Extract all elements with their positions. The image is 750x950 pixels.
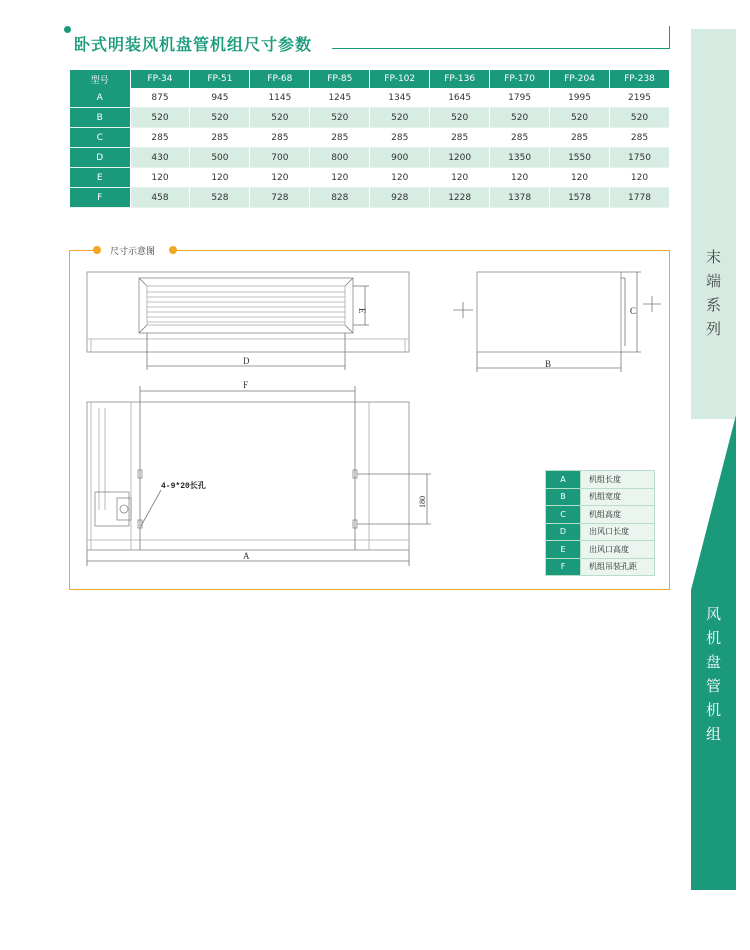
table-row <box>70 128 670 148</box>
table-cell: 285 <box>430 128 490 148</box>
table-row-label: D <box>70 148 130 168</box>
table-cell: 1345 <box>370 88 430 108</box>
side-tab-product-label <box>691 602 736 746</box>
legend-row <box>546 541 655 559</box>
legend-key: A <box>546 471 581 489</box>
table-row <box>70 88 670 108</box>
dim-label-a: A <box>243 551 250 561</box>
dim-label-f: F <box>243 380 249 390</box>
table-cell: 120 <box>130 168 190 188</box>
legend-row <box>546 558 655 576</box>
table-header-model: FP-51 <box>190 70 250 88</box>
table-cell: 928 <box>370 188 430 208</box>
page-title-bar <box>64 26 670 52</box>
table-header-model: FP-204 <box>550 70 610 88</box>
legend-desc: 机组吊装孔距 <box>581 558 655 576</box>
table-cell: 1378 <box>490 188 550 208</box>
table-header-row <box>70 70 670 88</box>
side-tab-char: 列 <box>705 320 721 338</box>
table-cell: 1645 <box>430 88 490 108</box>
table-cell: 700 <box>250 148 310 168</box>
title-end-line <box>669 26 670 48</box>
table-row <box>70 188 670 208</box>
table-cell: 520 <box>130 108 190 128</box>
table-header-model: FP-85 <box>310 70 370 88</box>
dim-label-c: C <box>630 306 637 316</box>
legend-desc: 机组高度 <box>581 506 655 524</box>
legend-row <box>546 488 655 506</box>
table-cell: 1245 <box>310 88 370 108</box>
dim-label-d: D <box>243 356 250 366</box>
side-tab-series <box>691 29 736 419</box>
table-header-model: FP-238 <box>610 70 670 88</box>
table-cell: 285 <box>610 128 670 148</box>
table-cell: 520 <box>370 108 430 128</box>
table-cell: 520 <box>490 108 550 128</box>
table-cell: 120 <box>430 168 490 188</box>
table-header-model: FP-102 <box>370 70 430 88</box>
table-cell: 120 <box>370 168 430 188</box>
table-row-label: C <box>70 128 130 148</box>
table-cell: 1778 <box>610 188 670 208</box>
legend-key: C <box>546 506 581 524</box>
side-tab-char: 风 <box>705 605 721 623</box>
table-row-label: A <box>70 88 130 108</box>
diagram-section-label: 尺寸示意图 <box>110 247 156 257</box>
legend-key: D <box>546 523 581 541</box>
table-cell: 285 <box>490 128 550 148</box>
table-cell: 520 <box>430 108 490 128</box>
legend-desc: 机组宽度 <box>581 488 655 506</box>
dim-label-hole-spacing: 180 <box>418 496 427 508</box>
table-cell: 1550 <box>550 148 610 168</box>
dim-label-b: B <box>545 359 552 369</box>
top-view <box>87 386 431 566</box>
table-cell: 120 <box>550 168 610 188</box>
table-cell: 285 <box>250 128 310 148</box>
table-cell: 120 <box>490 168 550 188</box>
side-tab-char: 机 <box>705 629 721 647</box>
table-cell: 285 <box>370 128 430 148</box>
legend-row <box>546 471 655 489</box>
legend-key: F <box>546 558 581 576</box>
table-cell: 828 <box>310 188 370 208</box>
dim-label-e: E <box>357 308 367 314</box>
title-dot-icon <box>64 26 71 33</box>
table-row-label: E <box>70 168 130 188</box>
table-row <box>70 168 670 188</box>
table-cell: 1995 <box>550 88 610 108</box>
dimension-legend <box>545 470 655 576</box>
page-title: 卧式明装风机盘管机组尺寸参数 <box>74 35 313 54</box>
legend-key: E <box>546 541 581 559</box>
side-tab-char: 系 <box>705 296 721 314</box>
table-cell: 458 <box>130 188 190 208</box>
side-tab-series-label <box>691 245 736 341</box>
side-tab-char: 末 <box>705 248 721 266</box>
side-tab-char: 端 <box>705 272 721 290</box>
table-cell: 285 <box>310 128 370 148</box>
table-header-model: FP-34 <box>130 70 190 88</box>
legend-desc: 出风口长度 <box>581 523 655 541</box>
table-cell: 1350 <box>490 148 550 168</box>
table-cell: 800 <box>310 148 370 168</box>
dimension-table <box>70 70 670 208</box>
side-tab-char: 管 <box>705 677 721 695</box>
table-cell: 945 <box>190 88 250 108</box>
table-header-label: 型号 <box>70 70 130 88</box>
table-cell: 120 <box>190 168 250 188</box>
side-tab-char: 组 <box>705 725 721 743</box>
table-cell: 528 <box>190 188 250 208</box>
table-header-model: FP-170 <box>490 70 550 88</box>
table-cell: 1200 <box>430 148 490 168</box>
table-cell: 285 <box>130 128 190 148</box>
legend-row <box>546 506 655 524</box>
table-cell: 500 <box>190 148 250 168</box>
table-cell: 1228 <box>430 188 490 208</box>
table-row <box>70 148 670 168</box>
legend-key: B <box>546 488 581 506</box>
legend-row <box>546 523 655 541</box>
table-cell: 430 <box>130 148 190 168</box>
side-tab-char: 机 <box>705 701 721 719</box>
table-row-label: B <box>70 108 130 128</box>
table-cell: 1145 <box>250 88 310 108</box>
legend-desc: 机组长度 <box>581 471 655 489</box>
title-underline <box>332 48 670 49</box>
table-cell: 120 <box>310 168 370 188</box>
table-header-model: FP-68 <box>250 70 310 88</box>
table-cell: 900 <box>370 148 430 168</box>
side-view <box>453 272 661 372</box>
table-cell: 520 <box>610 108 670 128</box>
table-cell: 875 <box>130 88 190 108</box>
table-cell: 520 <box>550 108 610 128</box>
table-cell: 285 <box>190 128 250 148</box>
table-cell: 1795 <box>490 88 550 108</box>
table-cell: 120 <box>610 168 670 188</box>
table-cell: 1578 <box>550 188 610 208</box>
table-cell: 520 <box>310 108 370 128</box>
table-header-model: FP-136 <box>430 70 490 88</box>
table-cell: 285 <box>550 128 610 148</box>
table-cell: 520 <box>250 108 310 128</box>
table-cell: 520 <box>190 108 250 128</box>
table-cell: 1750 <box>610 148 670 168</box>
table-cell: 2195 <box>610 88 670 108</box>
side-tab-char: 盘 <box>705 653 721 671</box>
hole-note: 4-9*20长孔 <box>161 482 206 491</box>
table-cell: 728 <box>250 188 310 208</box>
table-row-label: F <box>70 188 130 208</box>
table-row <box>70 108 670 128</box>
table-cell: 120 <box>250 168 310 188</box>
legend-desc: 出风口高度 <box>581 541 655 559</box>
